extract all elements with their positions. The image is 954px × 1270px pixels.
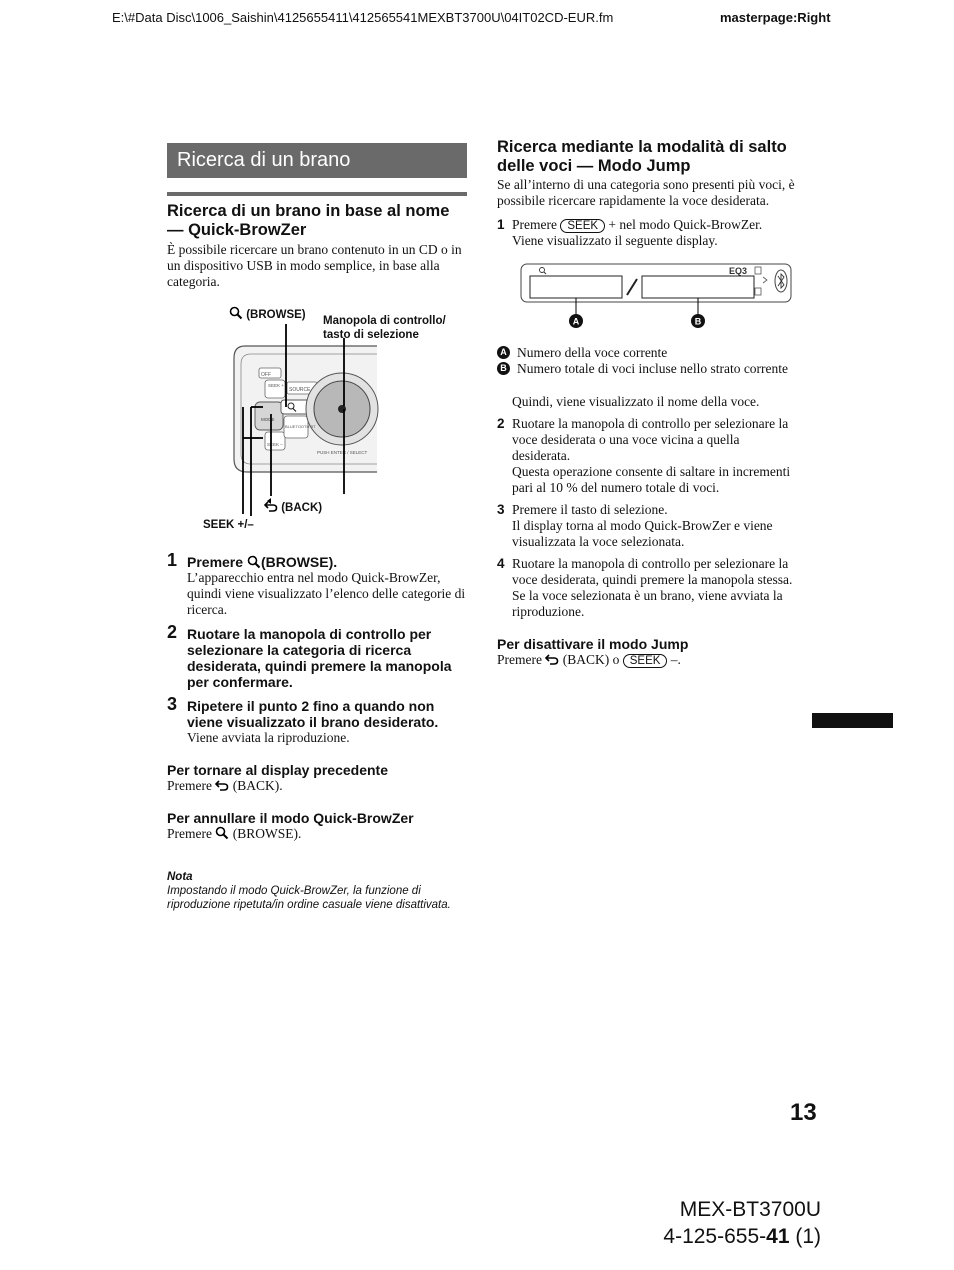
legend-mark-b: B	[497, 362, 510, 375]
jump-off-post: –.	[670, 652, 681, 667]
section-title: Ricerca di un brano	[167, 143, 467, 178]
after-legend: Quindi, viene visualizzato il nome della voce.	[512, 394, 760, 409]
legend-item-b	[497, 361, 797, 377]
step-number: 2	[497, 416, 505, 431]
back-post: (BACK).	[232, 778, 283, 793]
figure-label-knob: Manopola di controllo/ tasto di selezione	[323, 315, 446, 341]
jump-off-text	[497, 652, 797, 668]
right-step-4	[497, 556, 797, 620]
jump-off-title: Per disattivare il modo Jump	[497, 636, 689, 652]
part-number	[600, 1224, 821, 1250]
step-2-head: Ruotare la manopola di controllo per selezionare la categoria di ricerca desiderata, quindi premere la manopola per confermare.	[187, 626, 452, 690]
unit-label-seek-minus: SEEK –	[267, 442, 283, 447]
left-step-1	[167, 550, 467, 618]
step-number: 3	[497, 502, 505, 517]
step-4-extra: Se la voce selezionata è un brano, viene avviata la riproduzione.	[512, 588, 783, 619]
note-title: Nota	[167, 871, 193, 883]
figure-label-browse	[229, 306, 306, 322]
left-step-2	[167, 622, 467, 690]
step-3-extra: Il display torna al modo Quick-BrowZer e viene visualizzata la voce selezionata.	[512, 518, 773, 549]
step-1-pre: Premere	[512, 217, 557, 232]
display-diagram	[497, 263, 797, 333]
figure-label-seek: SEEK +/–	[203, 519, 254, 531]
model-number: MEX-BT3700U	[679, 1198, 821, 1221]
left-column	[167, 143, 467, 912]
display-eq: EQ3	[729, 266, 748, 276]
seek-key: SEEK	[560, 219, 605, 233]
back-title: Per tornare al display precedente	[167, 762, 388, 778]
legend-text-b: Numero totale di voci incluse nello strato corrente	[517, 361, 789, 376]
header-masterpage: masterpage:Right	[720, 10, 831, 25]
figure-label-browse-text: (BROWSE)	[246, 309, 306, 321]
step-2-text: Ruotare la manopola di controllo per selezionare la voce desiderata o una voce vicina a quella desiderata.	[512, 416, 789, 463]
step-number: 2	[167, 622, 178, 642]
page-number: 13	[790, 1099, 817, 1126]
jump-off-mid: (BACK) o	[562, 652, 620, 667]
back-pre: Premere	[167, 778, 212, 793]
cancel-pre: Premere	[167, 826, 212, 841]
legend-mark-a: A	[497, 346, 510, 359]
step-3-body: Viene avviata la riproduzione.	[187, 730, 350, 745]
step-1-head-post: (BROWSE).	[260, 554, 338, 570]
jump-off-pre: Premere	[497, 652, 542, 667]
left-intro: È possibile ricercare un brano contenuto in un CD o in un dispositivo USB in modo semplice, in base alla categoria.	[167, 242, 462, 289]
part-bold: 41	[766, 1225, 790, 1248]
unit-label-source: SOURCE	[289, 387, 311, 393]
left-subtitle: Ricerca di un brano in base al nome — Quick-BrowZer	[167, 202, 450, 239]
right-step-2	[497, 416, 797, 496]
right-step-1	[497, 217, 797, 249]
right-step-3	[497, 502, 797, 550]
step-number: 1	[167, 550, 178, 570]
figure-label-back-text: (BACK)	[281, 502, 323, 514]
head-unit-figure	[167, 296, 467, 546]
step-number: 4	[497, 556, 505, 571]
back-text	[167, 778, 467, 794]
unit-label-seek-plus: SEEK +	[268, 383, 284, 388]
legend-item-a	[497, 345, 797, 361]
callout-a: A	[572, 316, 580, 327]
note-body: Impostando il modo Quick-BrowZer, la funzione di riproduzione ripetuta/in ordine casuale viene disattivata.	[167, 885, 451, 911]
step-4-text: Ruotare la manopola di controllo per selezionare la voce desiderata, quindi premere la manopola stessa.	[512, 556, 793, 587]
step-1-post: + nel modo Quick-BrowZer.	[608, 217, 763, 232]
step-number: 1	[497, 217, 505, 232]
back-icon	[215, 779, 229, 792]
figure-label-back	[264, 500, 322, 515]
section-divider	[167, 192, 467, 196]
right-column	[497, 138, 797, 668]
search-icon	[215, 826, 229, 840]
search-icon	[247, 555, 261, 569]
header-file-path: E:\#Data Disc\1006_Saishin\4125655411\412565541MEXBT3700U\04IT02CD-EUR.fm	[112, 10, 614, 25]
left-step-3	[167, 694, 467, 746]
callout-b: B	[694, 316, 702, 327]
display-illustration	[497, 263, 797, 329]
margin-tab	[812, 713, 893, 728]
back-icon	[264, 500, 278, 513]
step-number: 3	[167, 694, 178, 714]
unit-label-push-enter: PUSH ENTER / SELECT	[317, 450, 368, 455]
part-suffix: (1)	[789, 1225, 821, 1248]
step-1-body: Viene visualizzato il seguente display.	[512, 233, 718, 248]
cancel-title: Per annullare il modo Quick-BrowZer	[167, 810, 414, 826]
legend-text-a: Numero della voce corrente	[517, 345, 668, 360]
step-1-head-pre: Premere	[187, 554, 244, 570]
back-icon	[545, 653, 559, 666]
step-3-head: Ripetere il punto 2 fino a quando non viene visualizzato il brano desiderato.	[187, 698, 439, 730]
unit-label-off: OFF	[261, 372, 271, 378]
step-3-text: Premere il tasto di selezione.	[512, 502, 668, 517]
step-2-extra: Questa operazione consente di saltare in incrementi pari al 10 % del numero totale di voci.	[512, 464, 791, 495]
step-1-body: L’apparecchio entra nel modo Quick-BrowZer, quindi viene visualizzato l’elenco delle categorie di ricerca.	[187, 570, 466, 617]
right-intro: Se all’interno di una categoria sono presenti più voci, è possibile ricercare rapidamente la voce desiderata.	[497, 177, 795, 208]
cancel-text	[167, 826, 467, 842]
part-prefix: 4-125-655-	[663, 1225, 767, 1248]
search-icon	[229, 306, 243, 320]
unit-label-bluetooth: BLUETOOTH BT	[285, 424, 316, 429]
unit-label-mode: MODE	[261, 417, 275, 422]
cancel-post: (BROWSE).	[232, 826, 302, 841]
seek-key: SEEK	[623, 654, 668, 668]
right-subtitle: Ricerca mediante la modalità di salto delle voci — Modo Jump	[497, 138, 787, 175]
